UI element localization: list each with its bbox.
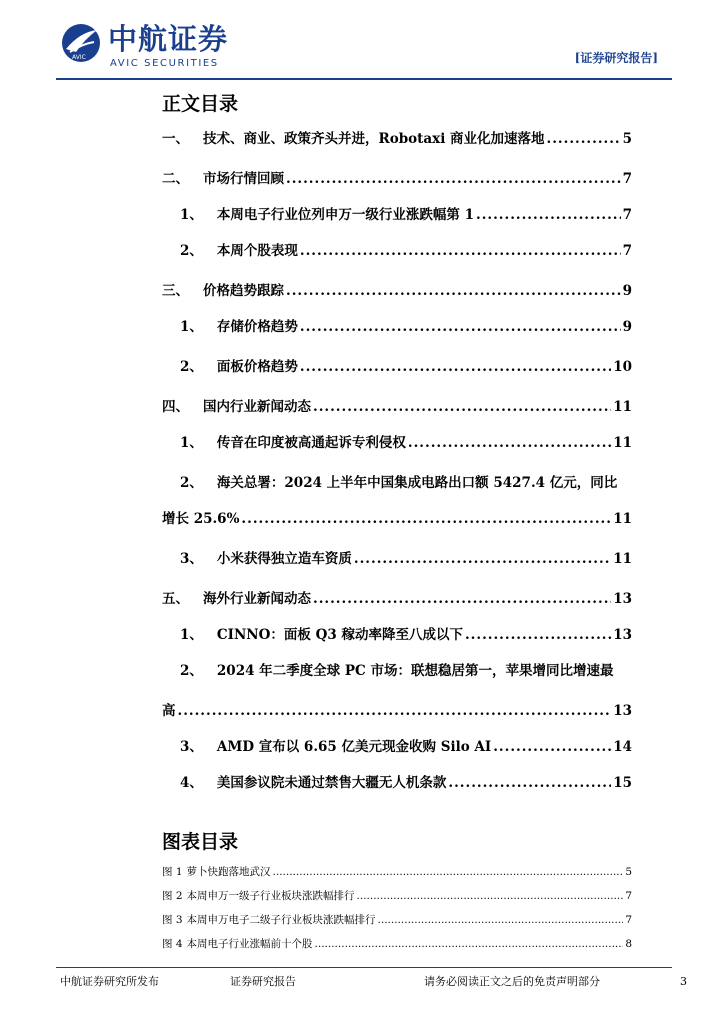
toc-entry-page: 11 <box>613 551 632 567</box>
toc-entry[interactable] <box>162 316 632 338</box>
toc-entry[interactable] <box>162 128 632 150</box>
page-number: 3 <box>680 975 687 988</box>
toc-entry-label: 传音在印度被高通起诉专利侵权 <box>216 435 406 451</box>
toc-entry-page: 11 <box>613 435 632 451</box>
footer-doc-type: 证券研究报告 <box>230 975 296 988</box>
toc-entry-number: 1、 <box>180 627 203 643</box>
toc-leader-dots <box>300 356 611 378</box>
figure-number: 图 1 <box>162 866 183 878</box>
figure-number: 图 4 <box>162 938 183 950</box>
toc-entry[interactable] <box>162 508 632 530</box>
figure-page: 5 <box>625 866 632 878</box>
toc-entry-number: 1、 <box>180 435 203 451</box>
toc-entry[interactable] <box>162 396 632 418</box>
footer-disclaimer: 请务必阅读正文之后的免责声明部分 <box>424 975 600 988</box>
toc-entry-number: 五、 <box>162 591 189 607</box>
figure-number: 图 2 <box>162 890 183 902</box>
toc-entry[interactable] <box>162 240 632 262</box>
toc-leader-dots <box>354 548 611 570</box>
toc-entry-number: 二、 <box>162 171 189 187</box>
toc-leader-dots <box>408 432 611 454</box>
brand-name-en: AVIC SECURITIES <box>110 58 219 69</box>
toc-entry[interactable] <box>162 700 632 722</box>
toc-entry[interactable] <box>162 432 632 454</box>
toc-leader-dots <box>178 700 612 722</box>
toc-entry-number: 4、 <box>180 775 203 791</box>
toc-entry-page: 14 <box>613 739 632 755</box>
toc-entry-page: 10 <box>613 359 632 375</box>
toc-entry-number: 2、 <box>180 475 203 491</box>
toc-entry-label: 小米获得独立造车资质 <box>216 551 352 567</box>
figure-entry[interactable] <box>162 912 632 928</box>
footer-publisher: 中航证券研究所发布 <box>60 975 159 988</box>
toc-entry-label: AMD 宣布以 6.65 亿美元现金收购 Silo AI <box>216 739 492 755</box>
toc-leader-dots <box>286 168 621 190</box>
figure-leader-dots <box>315 936 624 952</box>
page-header <box>0 0 724 84</box>
figure-page: 8 <box>625 938 632 950</box>
toc-leader-dots <box>313 396 611 418</box>
toc-entry-label: 增长 25.6% <box>162 511 240 527</box>
toc-entry-number: 3、 <box>180 739 203 755</box>
toc-entry-page: 11 <box>613 399 632 415</box>
toc-entry-number: 四、 <box>162 399 189 415</box>
toc-entry-number: 2、 <box>180 663 203 679</box>
figure-entry[interactable] <box>162 864 632 880</box>
figure-page: 7 <box>625 914 632 926</box>
toc-entry[interactable] <box>162 548 632 570</box>
toc-entry-page: 7 <box>622 243 632 259</box>
toc-entry[interactable] <box>162 660 632 682</box>
toc-leader-dots <box>476 204 621 226</box>
toc-entry-number: 一、 <box>162 131 189 147</box>
toc-entry-number: 三、 <box>162 283 189 299</box>
figure-entry[interactable] <box>162 936 632 952</box>
figure-leader-dots <box>273 864 624 880</box>
toc-entry[interactable] <box>162 280 632 302</box>
figure-leader-dots <box>378 912 624 928</box>
toc-entry-page: 15 <box>613 775 632 791</box>
figure-label: 本周申万一级子行业板块涨跌幅排行 <box>186 890 355 902</box>
toc-entry-label: 高 <box>162 703 176 719</box>
toc-entry-number: 1、 <box>180 319 203 335</box>
figure-number: 图 3 <box>162 914 183 926</box>
figure-label: 萝卜快跑落地武汉 <box>186 866 271 878</box>
toc-entry-page: 11 <box>613 511 632 527</box>
toc-entry-label: 面板价格趋势 <box>216 359 298 375</box>
toc-entry[interactable] <box>162 472 632 494</box>
toc-entry-page: 13 <box>613 627 632 643</box>
toc-entry-number: 2、 <box>180 359 203 375</box>
toc-entry[interactable] <box>162 736 632 758</box>
toc-leader-dots <box>300 240 621 262</box>
toc-leader-dots <box>286 280 621 302</box>
toc-entry-label: 海关总署：2024 上半年中国集成电路出口额 5427.4 亿元，同比 <box>216 475 618 491</box>
toc-entry[interactable] <box>162 772 632 794</box>
toc-entry-label: 2024 年二季度全球 PC 市场：联想稳居第一，苹果增同比增速最 <box>216 663 614 679</box>
toc-entry-page: 13 <box>613 591 632 607</box>
toc-leader-dots <box>493 736 611 758</box>
toc-leader-dots <box>448 772 611 794</box>
toc-entry-label: 国内行业新闻动态 <box>203 399 311 415</box>
figure-entry[interactable] <box>162 888 632 904</box>
toc-entry-label: 本周电子行业位列申万一级行业涨跌幅第 1 <box>216 207 474 223</box>
toc-entry-label: 存储价格趋势 <box>216 319 298 335</box>
figures-title: 图表目录 <box>162 831 239 853</box>
header-divider <box>56 78 672 80</box>
toc-entry-number: 3、 <box>180 551 203 567</box>
toc-entry-label: 本周个股表现 <box>216 243 298 259</box>
toc-leader-dots <box>547 128 621 150</box>
toc-entry-page: 5 <box>622 131 632 147</box>
toc-entry[interactable] <box>162 356 632 378</box>
footer-divider <box>56 967 672 968</box>
toc-entry-label: 市场行情回顾 <box>203 171 284 187</box>
avic-logo-icon <box>60 22 102 64</box>
toc-leader-dots <box>313 588 611 610</box>
toc-leader-dots <box>300 316 621 338</box>
toc-entry-label: 海外行业新闻动态 <box>203 591 311 607</box>
toc-entry-label: 美国参议院未通过禁售大疆无人机条款 <box>216 775 447 791</box>
toc-entry-page: 7 <box>622 207 632 223</box>
report-type-tag: [证券研究报告] <box>574 51 658 65</box>
toc-entry-page: 9 <box>622 283 632 299</box>
figure-page: 7 <box>625 890 632 902</box>
toc-entry[interactable] <box>162 204 632 226</box>
figure-leader-dots <box>357 888 624 904</box>
logo-text: AVIC <box>72 54 86 61</box>
toc-entry[interactable] <box>162 588 632 610</box>
toc-entry[interactable] <box>162 624 632 646</box>
figure-label: 本周申万电子二级子行业板块涨跌幅排行 <box>186 914 376 926</box>
toc-entry-label: 技术、商业、政策齐头并进，Robotaxi 商业化加速落地 <box>203 131 545 147</box>
toc-entry-page: 9 <box>622 319 632 335</box>
toc-entry-number: 2、 <box>180 243 203 259</box>
toc-entry-page: 7 <box>622 171 632 187</box>
toc-entry-label: 价格趋势跟踪 <box>203 283 284 299</box>
toc-entry[interactable] <box>162 168 632 190</box>
toc-entry-label: CINNO：面板 Q3 稼动率降至八成以下 <box>216 627 463 643</box>
toc-entry-number: 1、 <box>180 207 203 223</box>
figure-label: 本周电子行业涨幅前十个股 <box>186 938 313 950</box>
toc-title: 正文目录 <box>162 93 239 115</box>
brand-name-cn: 中航证券 <box>108 22 229 56</box>
toc-entry-page: 13 <box>613 703 632 719</box>
toc-leader-dots <box>241 508 611 530</box>
toc-leader-dots <box>465 624 611 646</box>
